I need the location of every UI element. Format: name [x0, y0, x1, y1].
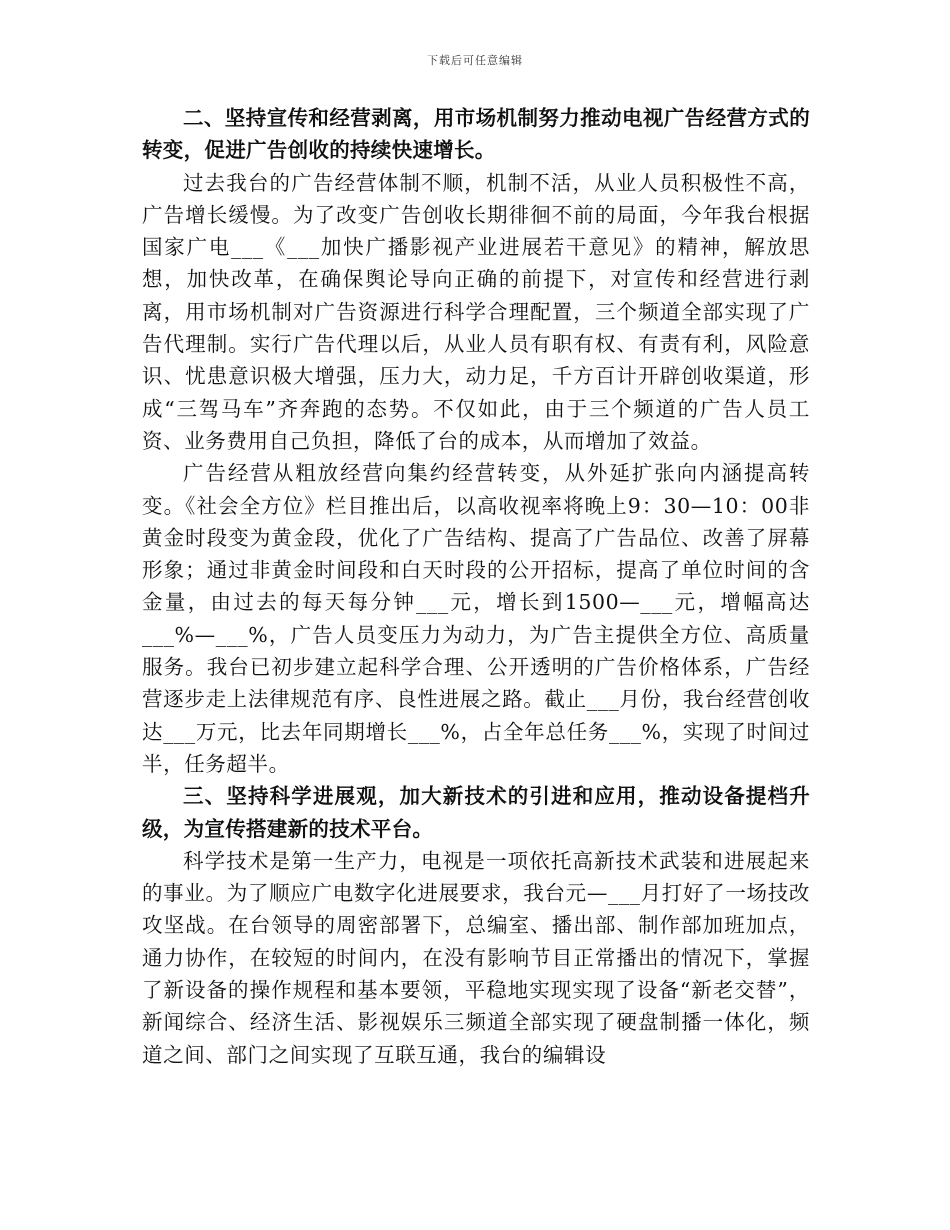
section-heading-3: 三、坚持科学进展观，加大新技术的引进和应用，推动设备提档升级，为宣传搭建新的技术平台。 [142, 784, 810, 841]
page-header: 下载后可任意编辑 [427, 54, 523, 67]
body-paragraph: 广告经营从粗放经营向集约经营转变，从外延扩张向内涵提高转变。《社会全方位》栏目推出后，以高收视率将晚上9：30—10：00非黄金时段变为黄金段，优化了广告结构、提高了广告品位、改善了屏幕形象；通过非黄金时间段和白天时段的公开招标，提高了单位时间的含金量，由过去的每天每分钟___元，增长到1500—___元，增幅高达___%—___%，广告人员变压力为动力，为广告主提供全方位、高质量服务。我台已初步建立起科学合理、公开透明的广告价格体系，广告经营逐步走上法律规范有序、良性进展之路。截止___月份，我台经营创收达___万元，比去年同期增长___%，占全年总任务___%，实现了时间过半，任务超半。 [142, 461, 810, 776]
body-paragraph: 科学技术是第一生产力，电视是一项依托高新技术武装和进展起来的事业。为了顺应广电数字化进展要求，我台元—___月打好了一场技改攻坚战。在台领导的周密部署下，总编室、播出部、制作部加班加点，通力协作，在较短的时间内，在没有影响节目正常播出的情况下，掌握了新设备的操作规程和基本要领，平稳地实现实现了设备“新老交替”，新闻综合、经济生活、影视娱乐三频道全部实现了硬盘制播一体化，频道之间、部门之间实现了互联互通，我台的编辑设 [142, 848, 810, 1067]
body-paragraph: 过去我台的广告经营体制不顺，机制不活，从业人员积极性不高，广告增长缓慢。为了改变广告创收长期徘徊不前的局面，今年我台根据国家广电___《___加快广播影视产业进展若干意见》的精神，解放思想，加快改革，在确保舆论导向正确的前提下，对宣传和经营进行剥离，用市场机制对广告资源进行科学合理配置，三个频道全部实现了广告代理制。实行广告代理以后，从业人员有职有权、有责有利，风险意识、忧患意识极大增强，压力大，动力足，千方百计开辟创收渠道，形成“三驾马车”齐奔跑的态势。不仅如此，由于三个频道的广告人员工资、业务费用自己负担，降低了台的成本，从而增加了效益。 [142, 170, 810, 453]
section-heading-2: 二、坚持宣传和经营剥离，用市场机制努力推动电视广告经营方式的转变，促进广告创收的持续快速增长。 [142, 106, 810, 163]
document-body [142, 102, 810, 1071]
